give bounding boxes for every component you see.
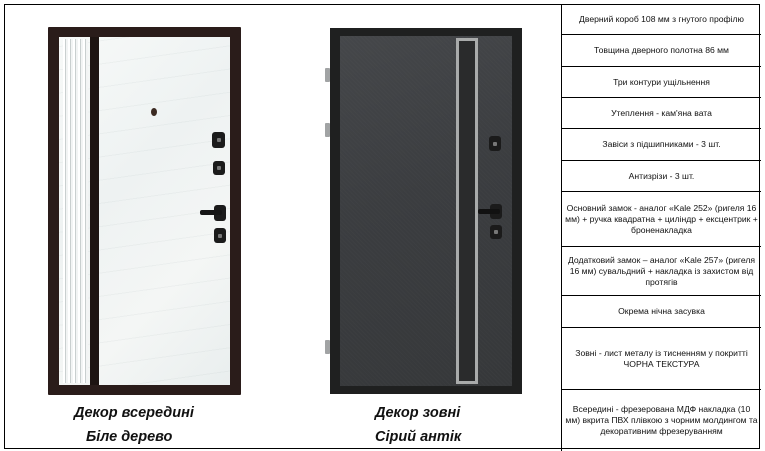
lock-cylinder-lower-icon	[214, 228, 226, 243]
lock-cylinder-icon	[489, 136, 501, 151]
spec-row: Додатковий замок – аналог «Kale 257» (ригеля 16 мм) сувальдний + накладка із захистом від протягів	[562, 247, 761, 296]
spec-row: Зовні - лист металу із тисненням у покритті ЧОРНА ТЕКСТУРА	[562, 328, 761, 390]
spec-row: Завіси з підшипниками - 3 шт.	[562, 129, 761, 161]
decorative-insert	[456, 38, 478, 384]
outside-caption-subtitle: Сірий антік	[375, 429, 462, 445]
door-panel-white-wood	[59, 37, 230, 385]
spec-row: Антизрізи - 3 шт.	[562, 161, 761, 192]
spec-row: Три контури ущільнення	[562, 67, 761, 98]
peephole-icon	[151, 108, 157, 116]
outside-caption-title: Декор зовні	[375, 405, 461, 421]
spec-row: Дверний короб 108 мм з гнутого профілю	[562, 4, 761, 35]
door-outside-image	[330, 28, 522, 394]
spec-row: Окрема нічна засувка	[562, 296, 761, 328]
door-handle-icon	[478, 209, 500, 214]
spec-row: Всередині - фрезерована МДФ накладка (10 мм) вкрита ПВХ плівкою з чорним молдингом та декоративним фрезеруванням	[565, 404, 758, 436]
hinge-icon	[325, 123, 330, 137]
night-latch-icon	[213, 161, 225, 175]
specifications-table	[561, 4, 761, 451]
lock-cylinder-lower-icon	[490, 225, 502, 239]
door-inside-image	[48, 27, 241, 395]
door-panel-grey-antique	[340, 36, 512, 386]
inside-caption-subtitle: Біле дерево	[86, 429, 173, 445]
inside-caption-title: Декор всередині	[74, 405, 194, 421]
lock-cylinder-icon	[212, 132, 225, 148]
door-handle-icon	[200, 210, 222, 215]
spec-row: Утеплення - кам'яна вата	[562, 98, 761, 129]
decorative-milling	[63, 39, 88, 383]
spec-row: Основний замок - аналог «Kale 252» (ригеля 16 мм) + ручка квадратна + циліндр + ексцентрик + броненакладка	[562, 192, 761, 247]
hinge-icon	[325, 340, 330, 354]
spec-row: Товщина дверного полотна 86 мм	[562, 35, 761, 67]
hinge-icon	[325, 68, 330, 82]
black-molding	[90, 37, 99, 385]
